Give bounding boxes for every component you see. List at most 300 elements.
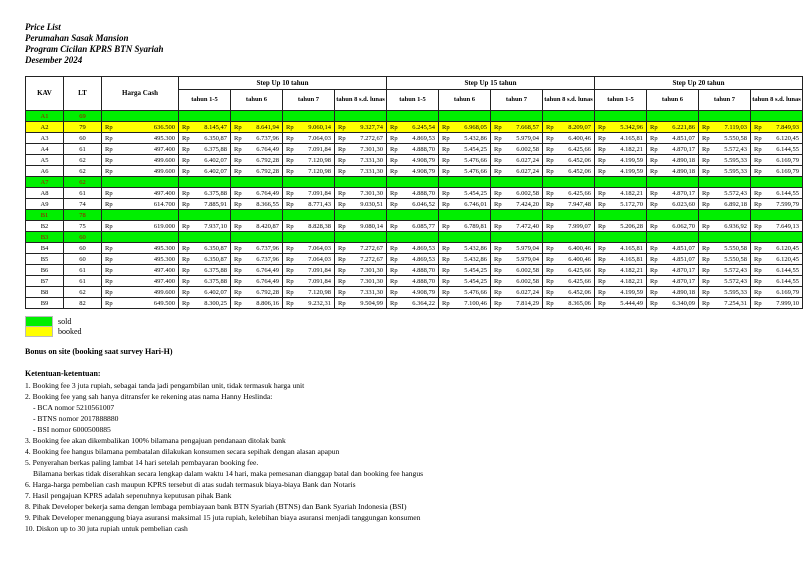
- bonus-note: Bonus on site (booking saat survey Hari-H): [25, 347, 173, 356]
- term-item: 9. Pihak Developer menanggung biaya asuransi maksimal 15 juta rupiah, kelebihan biaya asuransi menjadi tanggungan konsumen: [25, 513, 421, 522]
- installment-cell: Rp 6.452,06: [543, 155, 595, 166]
- lt-cell: 62: [64, 177, 102, 188]
- installment-cell: Rp 6.400,46: [543, 243, 595, 254]
- installment-cell: Rp 7.301,30: [335, 144, 387, 155]
- installment-cell: [751, 232, 803, 243]
- harga-cash-cell: Rp 495.300: [102, 254, 179, 265]
- installment-cell: Rp 7.272,67: [335, 133, 387, 144]
- installment-cell: Rp 7.331,30: [335, 166, 387, 177]
- term-subitem: Bilamana berkas tidak diserahkan secara lengkap dalam waktu 14 hari, maka pemesanan dianggap batal dan booking fee hangus: [33, 469, 424, 478]
- installment-cell: Rp 4.199,59: [595, 287, 647, 298]
- installment-cell: Rp 5.476,66: [439, 155, 491, 166]
- installment-cell: Rp 6.350,87: [179, 133, 231, 144]
- installment-cell: Rp 5.572,43: [699, 276, 751, 287]
- installment-cell: Rp 6.936,92: [699, 221, 751, 232]
- installment-cell: Rp 6.737,96: [231, 133, 283, 144]
- installment-cell: [231, 177, 283, 188]
- installment-cell: [491, 177, 543, 188]
- installment-cell: [283, 232, 335, 243]
- title-block: [25, 22, 804, 66]
- installment-cell: [387, 210, 439, 221]
- installment-cell: [179, 111, 231, 122]
- installment-cell: Rp 8.209,07: [543, 122, 595, 133]
- col-header-kav: KAV: [26, 77, 64, 111]
- installment-cell: Rp 5.342,96: [595, 122, 647, 133]
- header-group-row: [26, 77, 803, 90]
- term-item: 3. Booking fee akan dikembalikan 100% bilamana pengajuan pendanaan ditolak bank: [25, 436, 286, 445]
- installment-cell: Rp 8.641,94: [231, 122, 283, 133]
- installment-cell: Rp 6.221,86: [647, 122, 699, 133]
- installment-cell: Rp 6.169,79: [751, 287, 803, 298]
- installment-cell: Rp 7.649,13: [751, 221, 803, 232]
- sub-header: tahun 7: [699, 90, 751, 111]
- kav-cell: B6: [26, 265, 64, 276]
- term-item: 1. Booking fee 3 juta rupiah, sebagai tanda jadi pengambilan unit, tidak termasuk harga unit: [25, 381, 305, 390]
- installment-cell: Rp 6.364,22: [387, 298, 439, 309]
- installment-cell: [335, 210, 387, 221]
- installment-cell: [179, 177, 231, 188]
- installment-cell: [491, 111, 543, 122]
- installment-cell: Rp 5.979,04: [491, 254, 543, 265]
- installment-cell: Rp 4.870,17: [647, 265, 699, 276]
- installment-cell: Rp 8.365,06: [543, 298, 595, 309]
- kav-cell: B4: [26, 243, 64, 254]
- installment-cell: Rp 6.046,52: [387, 199, 439, 210]
- installment-cell: [283, 111, 335, 122]
- installment-cell: Rp 6.425,66: [543, 265, 595, 276]
- kav-cell: B3: [26, 232, 64, 243]
- installment-cell: Rp 6.968,05: [439, 122, 491, 133]
- installment-cell: Rp 7.331,30: [335, 155, 387, 166]
- lt-cell: 69: [64, 111, 102, 122]
- installment-cell: [491, 232, 543, 243]
- installment-cell: Rp 6.120,45: [751, 254, 803, 265]
- installment-cell: Rp 7.424,20: [491, 199, 543, 210]
- installment-cell: Rp 4.890,18: [647, 155, 699, 166]
- installment-cell: [491, 210, 543, 221]
- installment-cell: Rp 6.023,60: [647, 199, 699, 210]
- installment-cell: [179, 232, 231, 243]
- installment-cell: [647, 210, 699, 221]
- kav-cell: A5: [26, 155, 64, 166]
- installment-cell: Rp 6.144,55: [751, 276, 803, 287]
- table-row: [26, 265, 803, 276]
- installment-cell: Rp 6.340,09: [647, 298, 699, 309]
- lt-cell: 61: [64, 144, 102, 155]
- installment-cell: [699, 210, 751, 221]
- installment-cell: Rp 4.870,17: [647, 188, 699, 199]
- installment-cell: [699, 111, 751, 122]
- installment-cell: Rp 4.869,53: [387, 243, 439, 254]
- installment-cell: Rp 6.764,49: [231, 276, 283, 287]
- installment-cell: Rp 6.350,87: [179, 254, 231, 265]
- installment-cell: Rp 5.572,43: [699, 265, 751, 276]
- harga-cash-cell: [102, 232, 179, 243]
- harga-cash-cell: Rp 495.300: [102, 133, 179, 144]
- table-row: [26, 133, 803, 144]
- installment-cell: Rp 4.851,07: [647, 133, 699, 144]
- installment-cell: Rp 5.172,70: [595, 199, 647, 210]
- harga-cash-cell: Rp 497.400: [102, 265, 179, 276]
- installment-cell: [439, 210, 491, 221]
- installment-cell: Rp 6.169,79: [751, 166, 803, 177]
- installment-cell: Rp 9.232,31: [283, 298, 335, 309]
- installment-cell: Rp 5.432,86: [439, 243, 491, 254]
- sub-header: tahun 1-5: [387, 90, 439, 111]
- harga-cash-cell: Rp 497.400: [102, 188, 179, 199]
- sub-header: tahun 7: [283, 90, 335, 111]
- installment-cell: Rp 5.595,33: [699, 155, 751, 166]
- table-row: [26, 287, 803, 298]
- installment-cell: [335, 177, 387, 188]
- lt-cell: 60: [64, 243, 102, 254]
- harga-cash-cell: Rp 499.600: [102, 287, 179, 298]
- installment-cell: Rp 5.550,58: [699, 133, 751, 144]
- installment-cell: Rp 4.870,17: [647, 276, 699, 287]
- installment-cell: Rp 4.888,70: [387, 265, 439, 276]
- installment-cell: Rp 4.851,07: [647, 243, 699, 254]
- installment-cell: Rp 7.120,98: [283, 166, 335, 177]
- installment-cell: Rp 6.002,58: [491, 188, 543, 199]
- installment-cell: Rp 5.206,28: [595, 221, 647, 232]
- term-item: 7. Hasil pengajuan KPRS adalah sepenuhnya keputusan pihak Bank: [25, 491, 232, 500]
- installment-cell: Rp 5.444,49: [595, 298, 647, 309]
- harga-cash-cell: Rp 499.600: [102, 155, 179, 166]
- installment-cell: Rp 8.771,43: [283, 199, 335, 210]
- kav-cell: A8: [26, 188, 64, 199]
- kav-cell: A3: [26, 133, 64, 144]
- installment-cell: Rp 9.030,51: [335, 199, 387, 210]
- installment-cell: Rp 7.272,67: [335, 254, 387, 265]
- installment-cell: [335, 111, 387, 122]
- installment-cell: Rp 6.892,18: [699, 199, 751, 210]
- kav-cell: A6: [26, 166, 64, 177]
- table-row: [26, 298, 803, 309]
- installment-cell: Rp 4.165,81: [595, 243, 647, 254]
- installment-cell: Rp 5.572,43: [699, 188, 751, 199]
- term-subitem: - BSI nomor 6000500885: [33, 425, 111, 434]
- installment-cell: Rp 7.064,03: [283, 243, 335, 254]
- installment-cell: [543, 210, 595, 221]
- installment-cell: Rp 6.764,49: [231, 144, 283, 155]
- table-row: [26, 243, 803, 254]
- installment-cell: Rp 5.550,58: [699, 254, 751, 265]
- kav-cell: B8: [26, 287, 64, 298]
- kav-cell: A1: [26, 111, 64, 122]
- installment-cell: Rp 7.064,03: [283, 254, 335, 265]
- installment-cell: Rp 7.119,03: [699, 122, 751, 133]
- term-item: 6. Harga-harga pembelian cash maupun KPRS tersebut di atas sudah termasuk biaya-biaya Bank dan Notaris: [25, 480, 356, 489]
- installment-cell: Rp 7.849,93: [751, 122, 803, 133]
- installment-cell: Rp 7.999,10: [751, 298, 803, 309]
- installment-cell: Rp 4.890,18: [647, 287, 699, 298]
- installment-cell: Rp 6.746,01: [439, 199, 491, 210]
- installment-cell: [543, 232, 595, 243]
- installment-cell: Rp 6.144,55: [751, 188, 803, 199]
- installment-cell: [647, 177, 699, 188]
- installment-cell: [283, 177, 335, 188]
- lt-cell: 62: [64, 155, 102, 166]
- installment-cell: Rp 5.432,86: [439, 133, 491, 144]
- price-table: [25, 76, 803, 309]
- installment-cell: [751, 111, 803, 122]
- installment-cell: Rp 4.869,53: [387, 133, 439, 144]
- installment-cell: Rp 7.814,29: [491, 298, 543, 309]
- installment-cell: Rp 7.937,10: [179, 221, 231, 232]
- installment-cell: Rp 4.165,81: [595, 254, 647, 265]
- sub-header: tahun 8 s.d. lunas: [335, 90, 387, 111]
- installment-cell: Rp 4.888,70: [387, 188, 439, 199]
- legend-sold-row: [25, 316, 804, 326]
- installment-cell: [595, 210, 647, 221]
- table-row: [26, 199, 803, 210]
- sub-header: tahun 1-5: [595, 90, 647, 111]
- installment-cell: Rp 4.182,21: [595, 144, 647, 155]
- installment-cell: Rp 4.888,70: [387, 144, 439, 155]
- installment-cell: Rp 6.402,07: [179, 166, 231, 177]
- installment-cell: Rp 6.027,24: [491, 166, 543, 177]
- kav-cell: B2: [26, 221, 64, 232]
- kav-cell: B5: [26, 254, 64, 265]
- installment-cell: Rp 6.402,07: [179, 155, 231, 166]
- table-row: [26, 188, 803, 199]
- installment-cell: [387, 111, 439, 122]
- installment-cell: [751, 177, 803, 188]
- installment-cell: Rp 5.432,86: [439, 254, 491, 265]
- installment-cell: [179, 210, 231, 221]
- installment-cell: Rp 4.851,07: [647, 254, 699, 265]
- table-row: [26, 122, 803, 133]
- installment-cell: Rp 4.888,70: [387, 276, 439, 287]
- col-header-harga-cash: Harga Cash: [102, 77, 179, 111]
- installment-cell: Rp 4.165,81: [595, 133, 647, 144]
- installment-cell: Rp 7.472,40: [491, 221, 543, 232]
- installment-cell: Rp 6.452,06: [543, 166, 595, 177]
- installment-cell: Rp 6.027,24: [491, 155, 543, 166]
- installment-cell: Rp 8.828,38: [283, 221, 335, 232]
- installment-cell: Rp 6.350,87: [179, 243, 231, 254]
- lt-cell: 62: [64, 166, 102, 177]
- installment-cell: Rp 7.599,79: [751, 199, 803, 210]
- lt-cell: 62: [64, 287, 102, 298]
- installment-cell: Rp 9.504,99: [335, 298, 387, 309]
- installment-cell: Rp 6.792,28: [231, 287, 283, 298]
- installment-cell: Rp 4.199,59: [595, 166, 647, 177]
- installment-cell: Rp 8.300,25: [179, 298, 231, 309]
- installment-cell: Rp 8.366,55: [231, 199, 283, 210]
- booked-label: booked: [58, 326, 82, 336]
- table-row: [26, 221, 803, 232]
- group-header-stepup-20: Step Up 20 tahun: [595, 77, 803, 90]
- sub-header: tahun 6: [647, 90, 699, 111]
- installment-cell: Rp 7.885,91: [179, 199, 231, 210]
- installment-cell: Rp 7.120,98: [283, 287, 335, 298]
- installment-cell: Rp 8.145,47: [179, 122, 231, 133]
- installment-cell: Rp 6.764,49: [231, 188, 283, 199]
- installment-cell: Rp 6.425,66: [543, 144, 595, 155]
- installment-cell: Rp 8.420,87: [231, 221, 283, 232]
- installment-cell: Rp 6.425,66: [543, 276, 595, 287]
- installment-cell: Rp 9.080,14: [335, 221, 387, 232]
- sub-header: tahun 8 s.d. lunas: [543, 90, 595, 111]
- term-item: 8. Pihak Developer bekerja sama dengan lembaga pembiayaan bank BTN Syariah (BTNS) dan Bank Syariah Indonesia (BSI): [25, 502, 407, 511]
- installment-cell: Rp 4.908,79: [387, 166, 439, 177]
- installment-cell: [439, 111, 491, 122]
- installment-cell: Rp 6.002,58: [491, 276, 543, 287]
- table-row: [26, 232, 803, 243]
- doc-date: Desember 2024: [25, 55, 83, 65]
- term-item: 5. Penyerahan berkas paling lambat 14 hari setelah pembayaran booking fee.: [25, 458, 259, 467]
- installment-cell: Rp 4.199,59: [595, 155, 647, 166]
- table-row: [26, 144, 803, 155]
- installment-cell: Rp 7.091,84: [283, 188, 335, 199]
- installment-cell: [439, 177, 491, 188]
- installment-cell: [335, 232, 387, 243]
- sub-header: tahun 6: [439, 90, 491, 111]
- harga-cash-cell: Rp 499.600: [102, 166, 179, 177]
- installment-cell: Rp 5.550,58: [699, 243, 751, 254]
- installment-cell: Rp 7.301,30: [335, 265, 387, 276]
- lt-cell: 75: [64, 221, 102, 232]
- table-row: [26, 254, 803, 265]
- table-row: [26, 177, 803, 188]
- installment-cell: [231, 210, 283, 221]
- installment-cell: Rp 4.182,21: [595, 276, 647, 287]
- harga-cash-cell: Rp 619.000: [102, 221, 179, 232]
- kav-cell: A7: [26, 177, 64, 188]
- installment-cell: Rp 6.027,24: [491, 287, 543, 298]
- installment-cell: [543, 177, 595, 188]
- installment-cell: Rp 5.572,43: [699, 144, 751, 155]
- term-item: 2. Booking fee yang sah hanya ditransfer ke rekening atas nama Hanny Heslinda:: [25, 392, 273, 401]
- installment-cell: Rp 7.091,84: [283, 265, 335, 276]
- installment-cell: Rp 6.792,28: [231, 155, 283, 166]
- installment-cell: Rp 6.375,88: [179, 144, 231, 155]
- installment-cell: Rp 5.454,25: [439, 144, 491, 155]
- sub-header: tahun 8 s.d. lunas: [751, 90, 803, 111]
- group-header-stepup-15: Step Up 15 tahun: [387, 77, 595, 90]
- kav-cell: B9: [26, 298, 64, 309]
- installment-cell: Rp 7.120,98: [283, 155, 335, 166]
- program-name: Program Cicilan KPRS BTN Syariah: [25, 44, 164, 54]
- lt-cell: 79: [64, 122, 102, 133]
- installment-cell: Rp 6.120,45: [751, 133, 803, 144]
- installment-cell: Rp 7.064,03: [283, 133, 335, 144]
- kav-cell: A4: [26, 144, 64, 155]
- installment-cell: Rp 7.091,84: [283, 276, 335, 287]
- installment-cell: [595, 232, 647, 243]
- installment-cell: Rp 6.402,07: [179, 287, 231, 298]
- installment-cell: [699, 177, 751, 188]
- installment-cell: Rp 6.120,45: [751, 243, 803, 254]
- installment-cell: Rp 6.062,70: [647, 221, 699, 232]
- installment-cell: Rp 7.999,07: [543, 221, 595, 232]
- installment-cell: Rp 4.182,21: [595, 188, 647, 199]
- lt-cell: 78: [64, 210, 102, 221]
- lt-cell: 60: [64, 254, 102, 265]
- harga-cash-cell: Rp 497.400: [102, 144, 179, 155]
- installment-cell: Rp 5.979,04: [491, 133, 543, 144]
- harga-cash-cell: Rp 495.300: [102, 243, 179, 254]
- sub-header: tahun 7: [491, 90, 543, 111]
- installment-cell: [387, 232, 439, 243]
- installment-cell: Rp 6.400,46: [543, 254, 595, 265]
- term-item: 10. Diskon up to 30 juta rupiah untuk pembelian cash: [25, 524, 188, 533]
- lt-cell: 60: [64, 232, 102, 243]
- installment-cell: Rp 4.890,18: [647, 166, 699, 177]
- installment-cell: [439, 232, 491, 243]
- sub-header: tahun 6: [231, 90, 283, 111]
- installment-cell: [647, 232, 699, 243]
- installment-cell: [283, 210, 335, 221]
- installment-cell: Rp 6.375,88: [179, 265, 231, 276]
- installment-cell: Rp 8.806,16: [231, 298, 283, 309]
- harga-cash-cell: [102, 177, 179, 188]
- installment-cell: Rp 5.454,25: [439, 188, 491, 199]
- installment-cell: Rp 7.091,84: [283, 144, 335, 155]
- installment-cell: [699, 232, 751, 243]
- doc-title: Price List: [25, 22, 61, 32]
- installment-cell: Rp 4.870,17: [647, 144, 699, 155]
- installment-cell: [387, 177, 439, 188]
- installment-cell: Rp 9.327,74: [335, 122, 387, 133]
- lt-cell: 82: [64, 298, 102, 309]
- installment-cell: Rp 6.144,55: [751, 144, 803, 155]
- installment-cell: Rp 6.375,88: [179, 188, 231, 199]
- lt-cell: 60: [64, 133, 102, 144]
- term-subitem: - BCA nomor 5210561007: [33, 403, 115, 412]
- installment-cell: Rp 6.375,88: [179, 276, 231, 287]
- installment-cell: Rp 6.085,77: [387, 221, 439, 232]
- table-row: [26, 155, 803, 166]
- table-row: [26, 276, 803, 287]
- project-name: Perumahan Sasak Mansion: [25, 33, 129, 43]
- harga-cash-cell: [102, 111, 179, 122]
- lt-cell: 61: [64, 188, 102, 199]
- installment-cell: Rp 4.869,53: [387, 254, 439, 265]
- installment-cell: Rp 6.737,96: [231, 254, 283, 265]
- installment-cell: Rp 5.476,66: [439, 166, 491, 177]
- installment-cell: Rp 6.792,28: [231, 166, 283, 177]
- installment-cell: [543, 111, 595, 122]
- installment-cell: Rp 6.789,81: [439, 221, 491, 232]
- harga-cash-cell: Rp 649.500: [102, 298, 179, 309]
- table-row: [26, 111, 803, 122]
- installment-cell: Rp 5.454,25: [439, 265, 491, 276]
- table-row: [26, 210, 803, 221]
- harga-cash-cell: Rp 636.500: [102, 122, 179, 133]
- installment-cell: Rp 6.452,06: [543, 287, 595, 298]
- group-header-stepup-10: Step Up 10 tahun: [179, 77, 387, 90]
- harga-cash-cell: Rp 614.700: [102, 199, 179, 210]
- installment-cell: Rp 6.245,54: [387, 122, 439, 133]
- installment-cell: Rp 5.454,25: [439, 276, 491, 287]
- installment-cell: [647, 111, 699, 122]
- installment-cell: Rp 6.144,55: [751, 265, 803, 276]
- col-header-lt: LT: [64, 77, 102, 111]
- lt-cell: 74: [64, 199, 102, 210]
- sold-label: sold: [58, 316, 72, 326]
- kav-cell: A9: [26, 199, 64, 210]
- legend: [25, 316, 804, 336]
- table-body: [26, 111, 803, 309]
- installment-cell: Rp 6.002,58: [491, 144, 543, 155]
- installment-cell: Rp 6.169,79: [751, 155, 803, 166]
- installment-cell: Rp 6.002,58: [491, 265, 543, 276]
- kav-cell: B1: [26, 210, 64, 221]
- installment-cell: [595, 177, 647, 188]
- installment-cell: [231, 111, 283, 122]
